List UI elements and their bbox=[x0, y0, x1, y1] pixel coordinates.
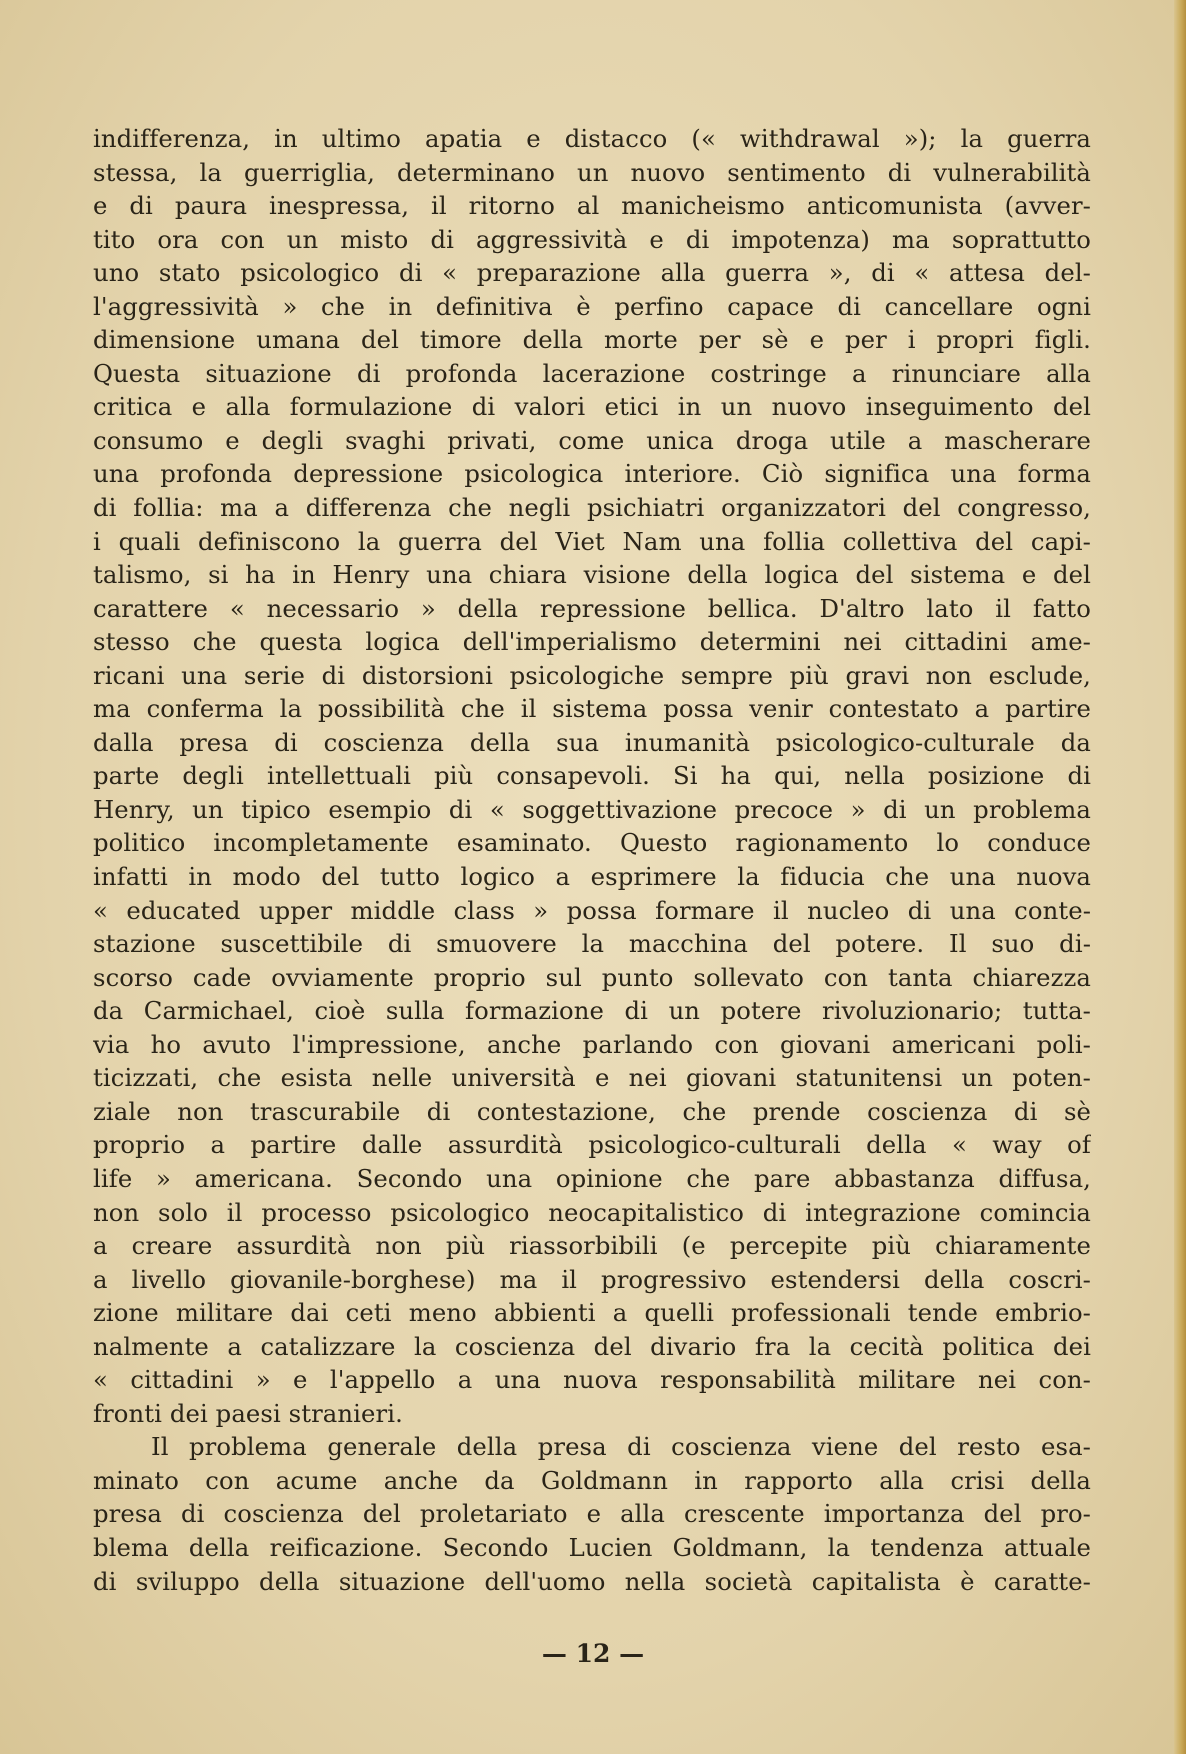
page-edge bbox=[1174, 0, 1186, 1754]
text-line: via ho avuto l'impressione, anche parlando con giovani americani poli- bbox=[93, 1029, 1091, 1059]
text-line: i quali definiscono la guerra del Viet Nam una follia collettiva del capi- bbox=[93, 526, 1091, 556]
text-line: l'aggressività » che in definitiva è perfino capace di cancellare ogni bbox=[93, 291, 1091, 321]
text-line: ma conferma la possibilità che il sistema possa venir contestato a partire bbox=[93, 694, 1091, 724]
text-line: critica e alla formulazione di valori etici in un nuovo inseguimento del bbox=[93, 392, 1091, 422]
text-line: infatti in modo del tutto logico a esprimere la fiducia che una nuova bbox=[93, 862, 1091, 892]
text-line: ziale non trascurabile di contestazione, che prende coscienza di sè bbox=[93, 1096, 1091, 1126]
text-line: a livello giovanile-borghese) ma il progressivo estendersi della coscri- bbox=[93, 1264, 1091, 1294]
text-line: parte degli intellettuali più consapevoli. Si ha qui, nella posizione di bbox=[93, 761, 1091, 791]
text-line: nalmente a catalizzare la coscienza del divario fra la cecità politica dei bbox=[93, 1331, 1091, 1361]
text-line: e di paura inespressa, il ritorno al manicheismo anticomunista (avver- bbox=[93, 191, 1091, 221]
text-line: consumo e degli svaghi privati, come unica droga utile a mascherare bbox=[93, 425, 1091, 455]
text-line: Questa situazione di profonda lacerazione costringe a rinunciare alla bbox=[93, 358, 1091, 388]
text-line: politico incompletamente esaminato. Questo ragionamento lo conduce bbox=[93, 828, 1091, 858]
text-line: blema della reificazione. Secondo Lucien Goldmann, la tendenza attuale bbox=[93, 1532, 1091, 1562]
text-line: proprio a partire dalle assurdità psicologico-culturali della « way of bbox=[93, 1130, 1091, 1160]
text-line: ricani una serie di distorsioni psicologiche sempre più gravi non esclude, bbox=[93, 660, 1091, 690]
text-line: « cittadini » e l'appello a una nuova responsabilità militare nei con- bbox=[93, 1365, 1091, 1395]
body-text bbox=[93, 122, 1091, 1598]
text-line: Il problema generale della presa di coscienza viene del resto esa- bbox=[151, 1432, 1091, 1462]
text-line: a creare assurdità non più riassorbibili (e percepite più chiaramente bbox=[93, 1231, 1091, 1261]
text-line: ticizzati, che esista nelle università e nei giovani statunitensi un poten- bbox=[93, 1063, 1091, 1093]
text-line: stessa, la guerriglia, determinano un nuovo sentimento di vulnerabilità bbox=[93, 157, 1091, 187]
text-line: tito ora con un misto di aggressività e di impotenza) ma soprattutto bbox=[93, 224, 1091, 254]
text-line: stesso che questa logica dell'imperialismo determini nei cittadini ame- bbox=[93, 627, 1091, 657]
text-line: minato con acume anche da Goldmann in rapporto alla crisi della bbox=[93, 1465, 1091, 1495]
text-line: life » americana. Secondo una opinione che pare abbastanza diffusa, bbox=[93, 1163, 1091, 1193]
text-line: presa di coscienza del proletariato e alla crescente importanza del pro- bbox=[93, 1499, 1091, 1529]
text-line: zione militare dai ceti meno abbienti a quelli professionali tende embrio- bbox=[93, 1298, 1091, 1328]
text-line: talismo, si ha in Henry una chiara visione della logica del sistema e del bbox=[93, 560, 1091, 590]
page-number: — 12 — bbox=[541, 1639, 645, 1668]
text-line: indifferenza, in ultimo apatia e distacco (« withdrawal »); la guerra bbox=[93, 124, 1091, 153]
text-line: una profonda depressione psicologica interiore. Ciò significa una forma bbox=[93, 459, 1091, 489]
text-line: « educated upper middle class » possa formare il nucleo di una conte- bbox=[93, 895, 1091, 925]
text-line: fronti dei paesi stranieri. bbox=[93, 1398, 403, 1428]
text-line: scorso cade ovviamente proprio sul punto sollevato con tanta chiarezza bbox=[93, 962, 1091, 992]
text-line: dimensione umana del timore della morte per sè e per i propri figli. bbox=[93, 325, 1091, 355]
text-line: da Carmichael, cioè sulla formazione di un potere rivoluzionario; tutta- bbox=[93, 996, 1091, 1026]
text-line: stazione suscettibile di smuovere la macchina del potere. Il suo di- bbox=[93, 929, 1091, 959]
text-line: uno stato psicologico di « preparazione alla guerra », di « attesa del- bbox=[93, 258, 1091, 288]
text-line: non solo il processo psicologico neocapitalistico di integrazione comincia bbox=[93, 1197, 1091, 1227]
text-line: di sviluppo della situazione dell'uomo nella società capitalista è caratte- bbox=[93, 1566, 1091, 1596]
text-line: dalla presa di coscienza della sua inumanità psicologico-culturale da bbox=[93, 727, 1091, 757]
text-line: Henry, un tipico esempio di « soggettivazione precoce » di un problema bbox=[93, 794, 1091, 824]
text-line: di follia: ma a differenza che negli psichiatri organizzatori del congresso, bbox=[93, 493, 1091, 523]
text-line: carattere « necessario » della repressione bellica. D'altro lato il fatto bbox=[93, 593, 1091, 623]
